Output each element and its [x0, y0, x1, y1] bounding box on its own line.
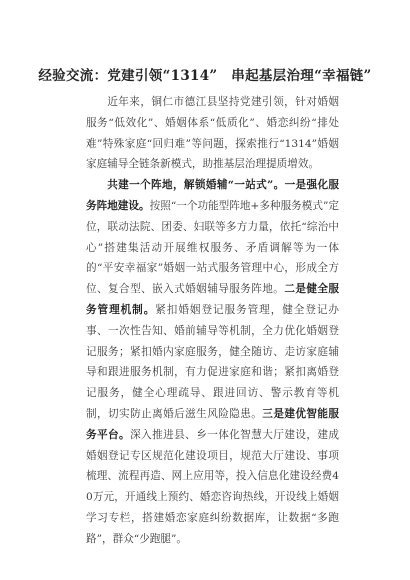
- point2-text: 紧扣婚姻登记服务管理，健全登记办事、一次性告知、婚前辅导等机制，全力优化婚姻登记服务；紧扣婚内家庭服务，健全随访、走访家庭辅导和跟进服务机制，有力促进家庭和谐；紧扣离婚登记服务，健全心理疏导、跟进回访、警示教育等机制，切实防止离婚后滋生风险隐患。: [86, 303, 340, 420]
- article-title: 经验交流：党建引领“1314” 串起基层治理“幸福链”: [38, 68, 372, 84]
- intro-paragraph: 近年来，铜仁市德江县坚持党建引领，针对婚姻服务“低效化”、婚姻体系“低质化”、婚恋纠纷“排处难”特殊家庭“回归难”等问题，探索推行“1314”婚姻家庭辅导全链条新模式，助推基层治理提质增效。: [86, 96, 339, 171]
- point1-heading: 一是强化服务阵地建设。: [86, 179, 340, 212]
- section1-heading: 共建一个阵地，解锁婚辅“一站式”。: [107, 179, 285, 192]
- section1-paragraph: [86, 175, 339, 549]
- point1-text: 按照“一个功能型阵地+多种服务模式”定位，联动法院、团委、妇联等多方力量，依托“综治中心”搭建集活动开展维权服务、矛盾调解等为一体的“平安幸福家”婚姻一站式服务管理中心，形成全方位、复合型、嵌入式婚姻辅导服务阵地。: [86, 199, 339, 296]
- point3-text: 深入推进县、乡一体化智慧大厅建设，建成婚姻登记专区规范化建设项目，规范大厅建设、事项梳理、流程再造、网上应用等，投入信息化建设经费40万元，开通线上预约、婚恋咨询热线，开设线上婚姻学习专栏，搭建婚恋家庭纠纷数据库，让数据“多跑路”，群众“少跑腿”。: [86, 428, 340, 545]
- article-body: [86, 92, 339, 550]
- point2-heading: 二是健全服务管理机制。: [86, 283, 340, 316]
- point3-heading: 三是建优智能服务平台。: [86, 407, 340, 441]
